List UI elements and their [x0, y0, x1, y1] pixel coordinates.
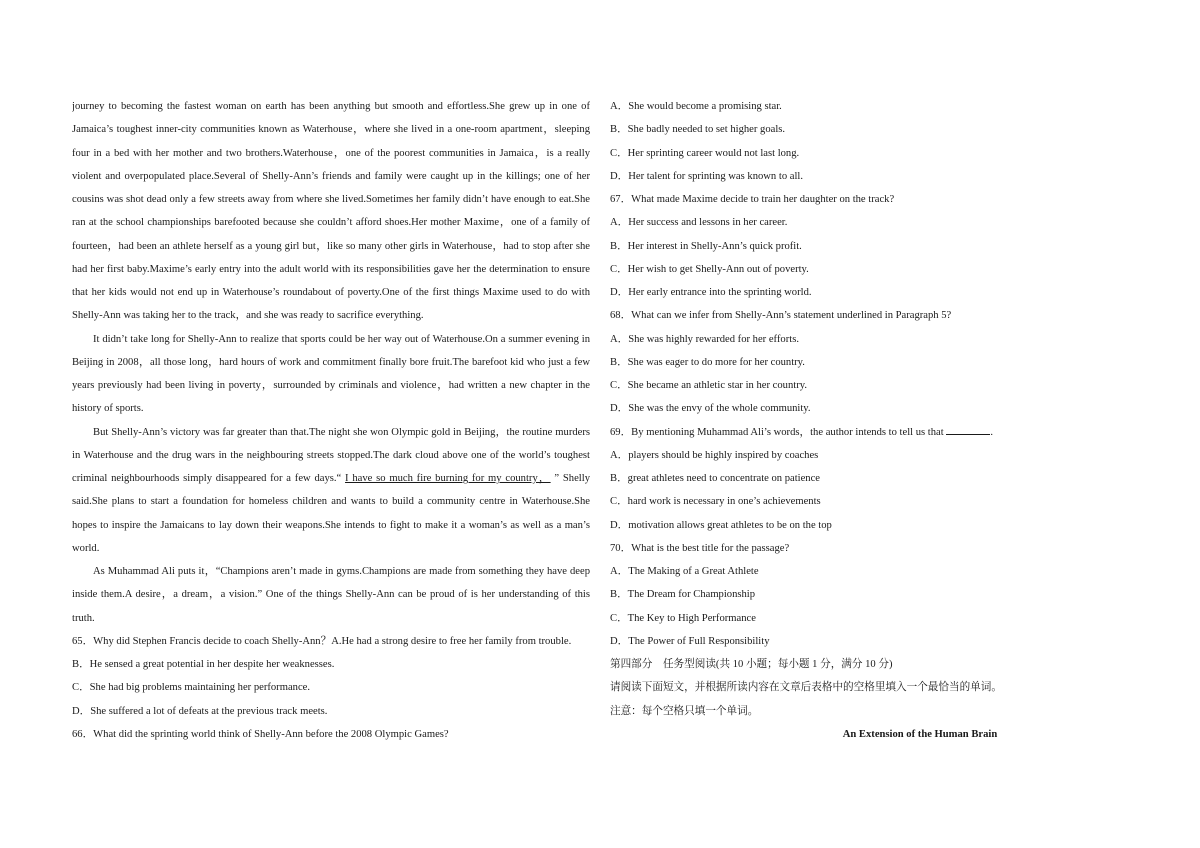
- passage-line: It didn’t take long for Shelly-Ann to realize that sports could be her way out of Waterhouse.On a summer evening in: [93, 333, 590, 345]
- question-69-option-a: A．players should be highly inspired by coaches: [610, 449, 819, 461]
- passage-line: As Muhammad Ali puts it，“Champions aren’t made in gyms.Champions are made from something they have deep: [93, 566, 590, 577]
- question-66-option-c: C．Her sprinting career would not last long.: [610, 147, 800, 159]
- question-65-option-d: D．She suffered a lot of defeats at the previous track meets.: [72, 705, 328, 717]
- question-66-option-d: D．Her talent for sprinting was known to all.: [610, 170, 804, 182]
- question-70-option-a: A．The Making of a Great Athlete: [610, 566, 759, 577]
- passage-line: Shelly-Ann was taking her to the track，and she was ready to sacrifice everything.: [72, 310, 424, 322]
- question-70-stem: 70．What is the best title for the passage?: [610, 542, 790, 554]
- question-66-stem: 66．What did the sprinting world think of Shelly-Ann before the 2008 Olympic Games?: [72, 728, 449, 740]
- question-68-stem: 68．What can we infer from Shelly-Ann’s statement underlined in Paragraph 5?: [610, 310, 952, 322]
- question-65-option-c: C．She had big problems maintaining her performance.: [72, 682, 311, 694]
- part4-instruction: 请阅读下面短文，并根据所读内容在文章后表格中的空格里填入一个最恰当的单词。: [610, 682, 1002, 694]
- passage-line: fourteen，had been an athlete herself as a young girl but，like so many other girls in Waterhouse，had to stop after she: [72, 240, 590, 252]
- passage-line: had her first baby.Maxime’s early entry into the adult world with its responsibilities gave her the determination to ensure: [72, 263, 590, 275]
- passage-line: hopes to inspire the Jamaicans to lay down their weapons.She intends to fight to make it a woman’s as well as a man’s: [72, 519, 590, 531]
- passage-line: four in a bed with her mother and two brothers.Waterhouse，one of the poorest communities in Jamaica，is a really: [72, 147, 590, 159]
- question-67-option-d: D．Her early entrance into the sprinting world.: [610, 287, 812, 298]
- passage-line: But Shelly-Ann’s victory was far greater than that.The night she won Olympic gold in Beijing，the routine murders: [93, 426, 590, 438]
- question-69-text: 69．By mentioning Muhammad Ali’s words，the author intends to tell us that: [610, 426, 944, 438]
- right-column: [610, 95, 1130, 746]
- question-69-option-b: B．great athletes need to concentrate on patience: [610, 473, 821, 484]
- passage-line: journey to becoming the fastest woman on earth has been anything but smooth and effortless.She grew up in one of: [72, 101, 590, 112]
- underlined-statement: I have so much fire burning for my country，: [345, 473, 551, 484]
- question-69-period: .: [990, 426, 993, 438]
- passage-line: truth.: [72, 612, 95, 624]
- passage-line: ran at the school championships barefooted because she couldn’t afford shoes.Her mother Maxime，one of a family of: [72, 217, 590, 229]
- question-70-option-c: C．The Key to High Performance: [610, 612, 756, 624]
- answer-blank: [946, 422, 990, 435]
- question-65-option-b: B．He sensed a great potential in her despite her weaknesses.: [72, 659, 335, 670]
- passage-line: violent and overpopulated place.Several of Shelly-Ann’s friends and family were caught up in the killings; one of her: [72, 170, 590, 182]
- question-68-option-b: B．She was eager to do more for her country.: [610, 356, 805, 368]
- question-69-option-d: D．motivation allows great athletes to be on the top: [610, 519, 832, 531]
- question-67-option-a: A．Her success and lessons in her career.: [610, 217, 788, 229]
- question-70-option-b: B．The Dream for Championship: [610, 589, 756, 601]
- passage-line: inside them.A desire，a dream，a vision.” One of the things Shelly-Ann can be proud of is her understanding of this: [72, 589, 590, 601]
- question-69-option-c: C．hard work is necessary in one’s achievements: [610, 496, 821, 508]
- question-67-stem: 67．What made Maxime decide to train her daughter on the track?: [610, 194, 895, 205]
- question-67-option-c: C．Her wish to get Shelly-Ann out of poverty.: [610, 263, 809, 275]
- passage-line: world.: [72, 542, 100, 554]
- passage-line: [72, 467, 590, 490]
- question-65-stem: 65．Why did Stephen Francis decide to coach Shelly-Ann？A.He had a strong desire to free her family from trouble.: [72, 635, 572, 647]
- passage-line: that her kids would not end up in Waterhouse’s roundabout of poverty.One of the first things Maxime used to do with: [72, 287, 590, 298]
- question-67-option-b: B．Her interest in Shelly-Ann’s quick profit.: [610, 240, 802, 252]
- part4-note: 注意：每个空格只填一个单词。: [610, 705, 759, 717]
- passage-line: years previously had been living in poverty，surrounded by criminals and violence，had written a new chapter in the: [72, 380, 590, 391]
- question-66-option-b: B．She badly needed to set higher goals.: [610, 124, 786, 136]
- passage-line: in Waterhouse and the drug wars in the neighbouring streets stopped.The dark cloud above one of the world’s toughest: [72, 449, 590, 461]
- left-column: [72, 95, 590, 746]
- passage-line: cousins was shot dead only a few streets away from where she lived.Sometimes her family didn’t have enough to eat.She: [72, 194, 590, 205]
- passage-line: Beijing in 2008，all those long，hard hours of work and commitment finally bore fruit.The barefoot kid who just a few: [72, 356, 590, 368]
- question-69-stem: [610, 421, 1130, 444]
- question-68-option-d: D．She was the envy of the whole community.: [610, 403, 811, 415]
- passage-line: Jamaica’s toughest inner-city communities known as Waterhouse，where she lived in a one-room apartment，sleeping: [72, 124, 590, 136]
- question-68-option-a: A．She was highly rewarded for her efforts.: [610, 333, 799, 345]
- passage-title: An Extension of the Human Brain: [842, 728, 998, 740]
- question-68-option-c: C．She became an athletic star in her country.: [610, 380, 807, 391]
- passage-line: history of sports.: [72, 403, 144, 415]
- passage-text: ” Shelly: [554, 473, 590, 484]
- passage-text: criminal neighbourhoods simply disappeared for a few days.“: [72, 473, 342, 484]
- part4-heading: 第四部分 任务型阅读(共 10 小题；每小题 1 分，满分 10 分): [610, 659, 893, 670]
- question-66-option-a: A．She would become a promising star.: [610, 101, 782, 112]
- question-70-option-d: D．The Power of Full Responsibility: [610, 635, 770, 647]
- passage-line: said.She plans to start a foundation for homeless children and wants to build a community centre in Waterhouse.She: [72, 496, 590, 508]
